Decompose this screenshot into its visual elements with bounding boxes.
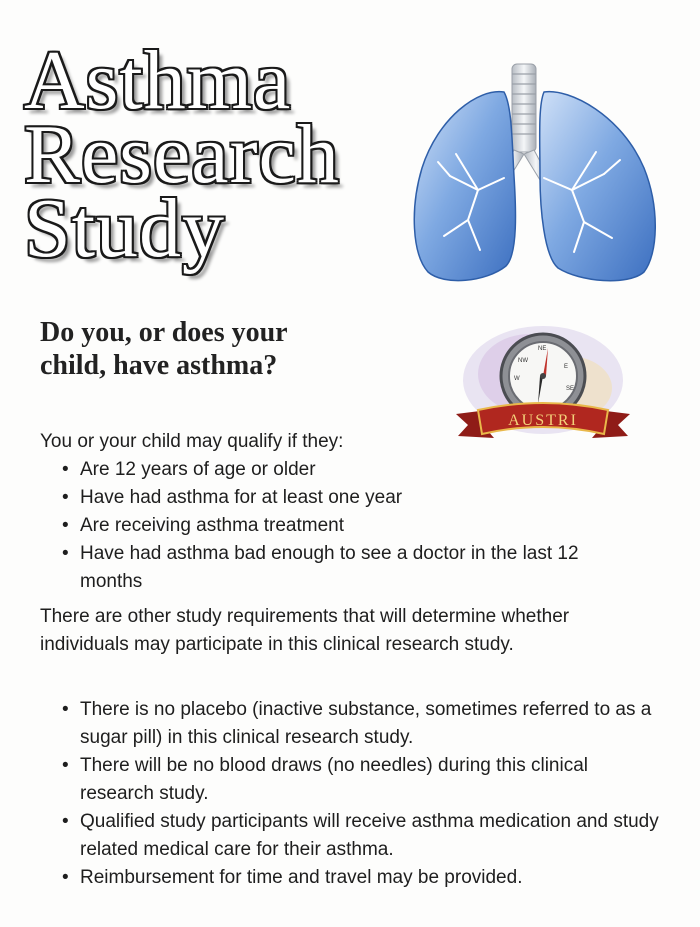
title-line-3: Study bbox=[24, 182, 226, 275]
compass-label-e: E bbox=[564, 364, 569, 370]
question-line-2: child, have asthma? bbox=[40, 350, 278, 381]
list-item: • There is no placebo (inactive substance, sometimes referred to as a sugar pill) in this clinical research study. bbox=[62, 696, 662, 752]
compass-label-nw: NW bbox=[518, 358, 528, 364]
requirements-paragraph: There are other study requirements that will determine whether individuals may participate in this clinical research study. bbox=[40, 606, 570, 655]
list-item: • Have had asthma for at least one year bbox=[62, 484, 642, 512]
title-line-1: Asthma bbox=[24, 34, 292, 127]
asthma-question bbox=[40, 316, 420, 382]
list-item: • Are 12 years of age or older bbox=[62, 456, 642, 484]
list-item: • Reimbursement for time and travel may be provided. bbox=[62, 864, 662, 892]
qualify-intro: You or your child may qualify if they: bbox=[40, 431, 344, 452]
compass-label-se: SE bbox=[566, 386, 575, 392]
compass-label-ne: NE bbox=[538, 346, 547, 352]
list-item: • There will be no blood draws (no needles) during this clinical research study. bbox=[62, 752, 662, 808]
qualify-list bbox=[62, 456, 642, 596]
study-notes-list bbox=[62, 696, 662, 892]
lungs-illustration bbox=[408, 58, 670, 290]
compass-label-w: W bbox=[514, 376, 520, 382]
title-line-2: Research bbox=[24, 108, 340, 201]
austri-label: AUSTRI bbox=[508, 412, 578, 429]
list-item: • Are receiving asthma treatment bbox=[62, 512, 642, 540]
page-title bbox=[24, 34, 414, 275]
list-item: • Qualified study participants will receive asthma medication and study related medical care for their asthma. bbox=[62, 808, 662, 864]
question-line-1: Do you, or does your bbox=[40, 317, 288, 348]
list-item: • Have had asthma bad enough to see a doctor in the last 12 months bbox=[62, 540, 642, 596]
austri-compass-logo bbox=[438, 318, 648, 468]
